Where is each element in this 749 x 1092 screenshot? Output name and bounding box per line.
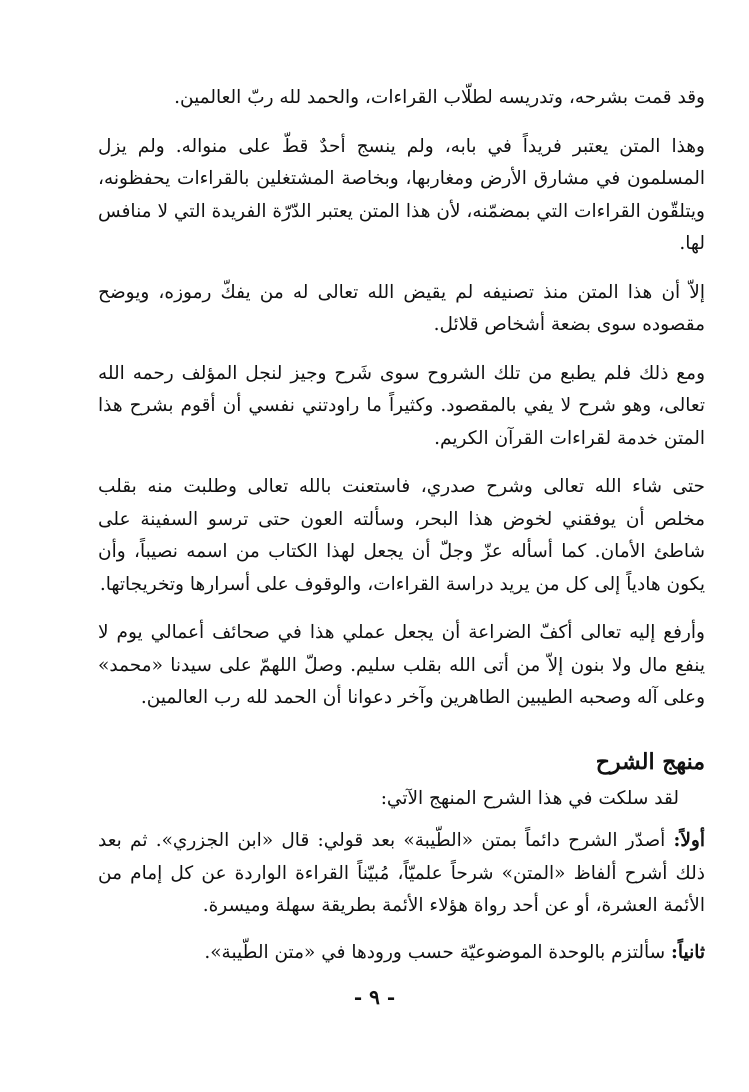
section-lead: لقد سلكت في هذا الشرح المنهج الآتي: <box>380 787 679 809</box>
paragraph: حتى شاء الله تعالى وشرح صدري، فاستعنت بالله تعالى وطلبت منه بقلب مخلص أن يوفقني لخوض هذا البحر، وسألته العون حتى ترسو السفينة على شاطئ الأمان. كما أسأله عزّ وجلّ أن يجعل لهذا الكتاب من اسمه نصيباً، وأن يكون هادياً إلى كل من يريد دراسة القراءات، والوقوف على أسرارها وتخريجاتها. <box>98 476 705 595</box>
item-text: أصدّر الشرح دائماً بمتن «الطّيبة» بعد قولي: قال «ابن الجزري». ثم بعد ذلك أشرح ألفاظ «المتن» شرحاً علميّاً، مُبيّناً القراءة الواردة عن كل إمام من الأئمة العشرة، أو عن أحد رواة هؤلاء الأئمة بطريقة سهلة وميسرة. <box>98 830 705 916</box>
paragraph: وقد قمت بشرحه، وتدريسه لطلّاب القراءات، والحمد لله ربّ العالمين. <box>174 87 705 108</box>
paragraph: وهذا المتن يعتبر فريداً في بابه، ولم ينسج أحدٌ قطّ على منواله. ولم يزل المسلمون في مشارق الأرض ومغاربها، وبخاصة المشتغلين بالقراءات يحفظونه، ويتلقّون القراءات التي بمضمّنه، لأن هذا المتن يعتبر الدّرّة الفريدة التي لا منافس لها. <box>98 135 705 254</box>
paragraph: ومع ذلك فلم يطبع من تلك الشروح سوى شَرح وجيز لنجل المؤلف رحمه الله تعالى، وهو شرح لا يفي بالمقصود. وكثيراً ما راودتني نفسي أن أقوم بشرح هذا المتن خدمة لقراءات القرآن الكريم. <box>98 362 705 449</box>
page-number: - ٩ - <box>353 985 396 1009</box>
paragraph: وأرفع إليه تعالى أكفّ الضراعة أن يجعل عملي هذا في صحائف أعمالي يوم لا ينفع مال ولا بنون إلاّ من أتى الله بقلب سليم. وصلّ اللهمّ على سيدنا «محمد» وعلى آله وصحبه الطيبين الطاهرين وآخر دعوانا أن الحمد لله رب العالمين. <box>98 622 705 708</box>
section-heading: منهج الشرح <box>595 748 705 775</box>
list-item <box>98 825 705 923</box>
list-item <box>98 937 705 970</box>
item-label: أولاً: <box>673 830 705 851</box>
item-label: ثانياً: <box>671 941 705 963</box>
paragraph: إلاّ أن هذا المتن منذ تصنيفه لم يقيض الله تعالى له من يفكّ رموزه، ويوضح مقصوده سوى بضعة أشخاص قلائل. <box>98 281 705 335</box>
item-text: سألتزم بالوحدة الموضوعيّة حسب ورودها في «متن الطّيبة». <box>204 941 666 963</box>
